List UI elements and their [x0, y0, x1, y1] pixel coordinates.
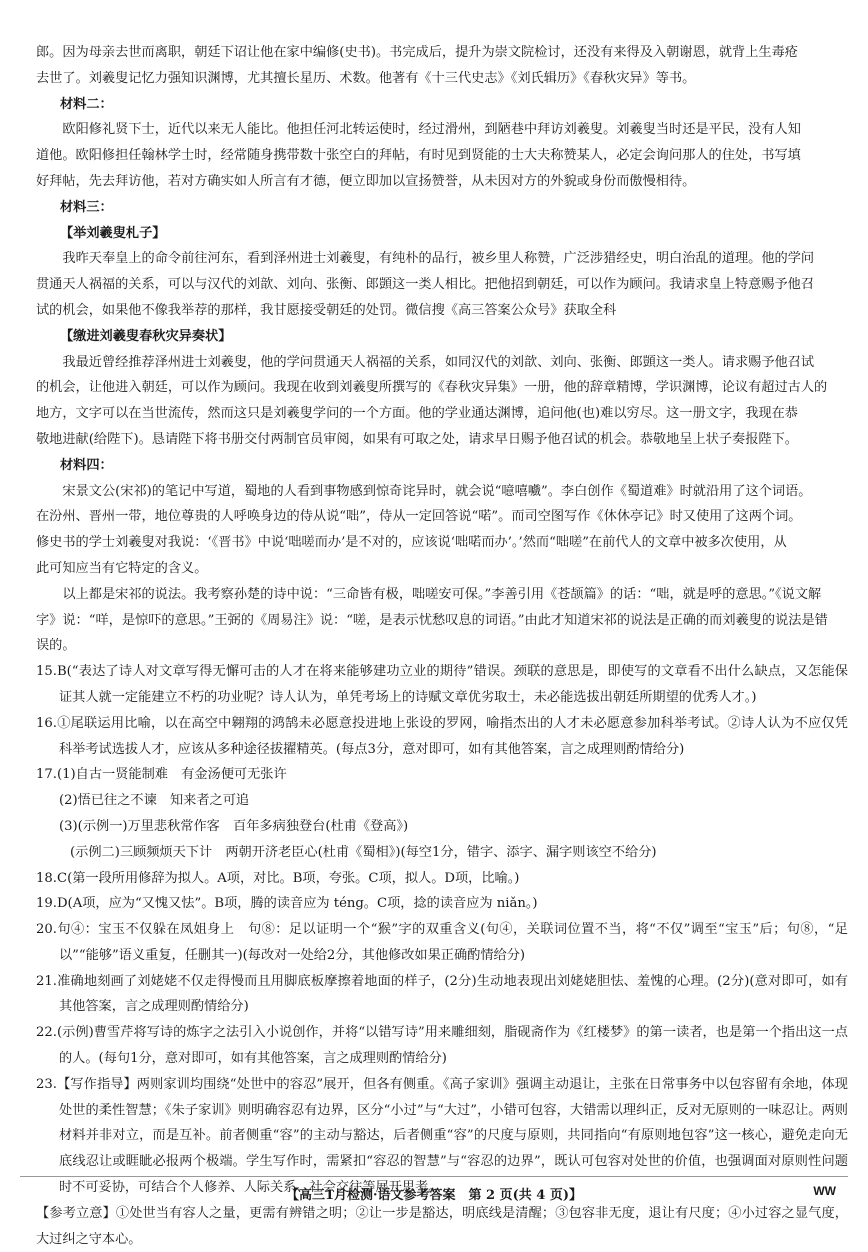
translation-line: 好拜帖，先去拜访他，若对方确实如人所言有才德，便立即加以宣扬赞誉，从未因对方的外貌或身份而傲慢相待。 [36, 173, 696, 189]
footer-divider [20, 1176, 848, 1177]
section-heading: 【举刘羲叟札子】 [60, 225, 166, 241]
translation-line: 试的机会，如果他不像我举荐的那样，我甘愿接受朝廷的处罚。微信搜《高三答案公众号》获取全科 [36, 302, 617, 318]
footer-code: WW [813, 1184, 836, 1198]
translation-line: 误的。 [36, 638, 76, 654]
translation-line: 宋景文公(宋祁)的笔记中写道，蜀地的人看到事物感到惊奇诧异时，就会说“噫嘻嚱”。李白创作《蜀道难》时就沿用了这个词语。 [62, 483, 812, 499]
answer-item: (示例二)三顾频烦天下计 两朝开济老臣心(杜甫《蜀相》)(每空1分，错字、添字、漏字则该空不给分) [70, 844, 657, 860]
translation-line: 我最近曾经推荐泽州进士刘羲叟，他的学问贯通天人祸福的关系，如同汉代的刘歆、刘向、张衡、郎顗这一类人。请求赐予他召试 [62, 354, 815, 370]
answer-item: 16.①尾联运用比喻，以在高空中翱翔的鸿鹄未必愿意投进地上张设的罗网，喻指杰出的人才未必愿意参加科举考试。②诗人认为不应仅凭科举考试选拔人才，应该从多种途径拔擢精英。(每点3分，意对即可，如有其他答案，言之成理则酌情给分) [36, 715, 848, 757]
answer-item: 21.准确地刻画了刘姥姥不仅走得慢而且用脚底板摩擦着地面的样子，(2分)生动地表现出刘姥姥胆怯、羞愧的心理。(2分)(意对即可，如有其他答案，言之成理则酌情给分) [36, 973, 848, 1015]
translation-line: 欧阳修礼贤下士，近代以来无人能比。他担任河北转运使时，经过滑州，到陋巷中拜访刘羲叟。刘羲叟当时还是平民，没有人知 [62, 122, 801, 138]
answer-item: 20.句④：宝玉不仅躲在凤姐身上 句⑧：足以证明一个“猴”字的双重含义(句④，关联词位置不当，将“不仅”调至“宝玉”后；句⑧，“足以”“能够”语义重复，任删其一)(每改对一处给2分，其他修改如果正确酌情给分) [36, 922, 848, 963]
document-body [36, 40, 848, 1252]
answer-item: 19.D(A项，应为“又愧又怯”。B项，腾的读音应为 téng。C项，捻的读音应为 niǎn。) [36, 896, 538, 912]
answer-item [36, 1072, 848, 1201]
translation-line: 此可知应当有它特定的含义。 [36, 560, 208, 576]
translation-line: 郎。因为母亲去世而离职，朝廷下诏让他在家中编修(史书)。书完成后，提升为崇文院检讨，还没有来得及入朝谢恩，就背上生毒疮 [36, 45, 798, 60]
translation-line: 去世了。刘羲叟记忆力强知识渊博，尤其擅长星历、术数。他著有《十三代史志》《刘氏辑历》《春秋灾异》等书。 [36, 70, 696, 86]
translation-line: 地方，文字可以在当世流传，然而这只是刘羲叟学问的一个方面。他的学业通达渊博，追问他(也)难以穷尽。这一册文字，我现在恭 [36, 406, 798, 422]
translation-line: 的机会，让他进入朝廷，可以作为顾问。我现在收到刘羲叟所撰写的《春秋灾异集》一册，他的辞章精博，学识渊博，论议有超过古人的 [36, 380, 828, 396]
translation-line: 字》说：“咩，是惊吓的意思。”王弼的《周易注》说：“嗟，是表示忧愁叹息的词语。”由此才知道宋祁的说法是正确的而刘羲叟的说法是错 [36, 612, 828, 628]
answer-text: 【写作指导】两则家训均围绕“处世中的容忍”展开，但各有侧重。《高子家训》强调主动退让，主张在日常事务中以包容留有余地，体现处世的柔性智慧；《朱子家训》则明确容忍有边界，区分“小过”与“大过”，小错可包容，大错需以理纠正，反对无原则的一味忍让。两则材料并非对立，而是互补。前者侧重“容”的主动与豁达，后者侧重“容”的尺度与原则，共同指向“有原则地包容”这一核心，避免走向无底线忍让或睚眦必报两个极端。学生写作时，需紧扣“容忍的智慧”与“容忍的边界”，既认可包容对处世的价值，也强调面对原则性问题时不可妥协，可结合个人修养、人际关系、社会交往等展开思考。 [56, 1076, 848, 1196]
translation-line: 在汾州、晋州一带，地位尊贵的人呼唤身边的侍从说“咄”，侍从一定回答说“喏”。而司空图写作《休休亭记》时又使用了这两个词。 [36, 509, 802, 525]
page-footer: 【高三1月检测·语文参考答案 第 2 页(共 4 页)】 [285, 1188, 583, 1203]
answer-number: 23. [36, 1076, 57, 1092]
answer-item: 15.B(“表达了诗人对文章写得无懈可击的人才在将来能够建功立业的期待”错误。颈联的意思是，即使写的文章看不出什么缺点，又怎能保证其人就一定能建立不朽的功业呢？诗人认为，单凭考场上的诗赋文章优劣取士，未必能选拔出朝廷所期望的优秀人才。) [36, 664, 848, 705]
section-heading: 材料二： [60, 96, 113, 112]
translation-line: 我昨天奉皇上的命令前往河东，看到泽州进士刘羲叟，有纯朴的品行，被乡里人称赞，广泛涉猎经史，明白治乱的道理。他的学问 [62, 251, 815, 267]
translation-line: 道他。欧阳修担任翰林学士时，经常随身携带数十张空白的拜帖，有时见到贤能的士大夫称赞某人，必定会询问那人的住处，书写填 [36, 148, 801, 164]
answer-item: 17.(1)自古一贤能制难 有金汤便可无张许 [36, 767, 287, 783]
translation-line: 修史书的学士刘羲叟对我说：‘《晋书》中说‘咄嗟而办’是不对的，应该说‘咄喏而办’。’然而“咄嗟”在前代人的文章中被多次使用，从 [36, 535, 787, 551]
translation-line: 敬地进献(给陛下)。恳请陛下将书册交付两制官员审阅，如果有可取之处，请求早日赐予他召试的机会。恭敬地呈上状子奏报陛下。 [36, 431, 798, 447]
translation-line: 贯通天人祸福的关系，可以与汉代的刘歆、刘向、张衡、郎顗这一类人相比。把他招到朝廷，可以作为顾问。我请求皇上特意赐予他召 [36, 277, 815, 293]
section-heading: 【缴进刘羲叟春秋灾异奏状】 [60, 328, 232, 344]
answer-item: (2)悟已往之不谏 知来者之可追 [59, 793, 250, 809]
translation-line: 以上都是宋祁的说法。我考察孙楚的诗中说：“三命皆有极，咄嗟安可保。”李善引用《苍颉篇》的话：“咄，就是呼的意思。”《说文解 [62, 586, 822, 602]
answer-item: (3)(示例一)万里悲秋常作客 百年多病独登台(杜甫《登高》) [59, 818, 409, 834]
section-heading: 材料四： [60, 457, 113, 473]
answer-item: 18.C(第一段所用修辞为拟人。A项，对比。B项，夸张。C项，拟人。D项，比喻。) [36, 870, 520, 886]
section-heading: 材料三： [60, 199, 113, 215]
answer-item: 22.(示例)曹雪芹将写诗的炼字之法引入小说创作，并将“以错写诗”用来雕细刻，脂砚斋作为《红楼梦》的第一读者，也是第一个指出这一点的人。(每句1分，意对即可，如有其他答案，言之成理则酌情给分) [36, 1025, 848, 1067]
answer-item: 【参考立意】①处世当有容人之量，更需有辨错之明；②让一步是豁达，明底线是清醒；③包容非无度，退让有尺度；④小过容之显气度，大过纠之守本心。 [36, 1205, 848, 1247]
